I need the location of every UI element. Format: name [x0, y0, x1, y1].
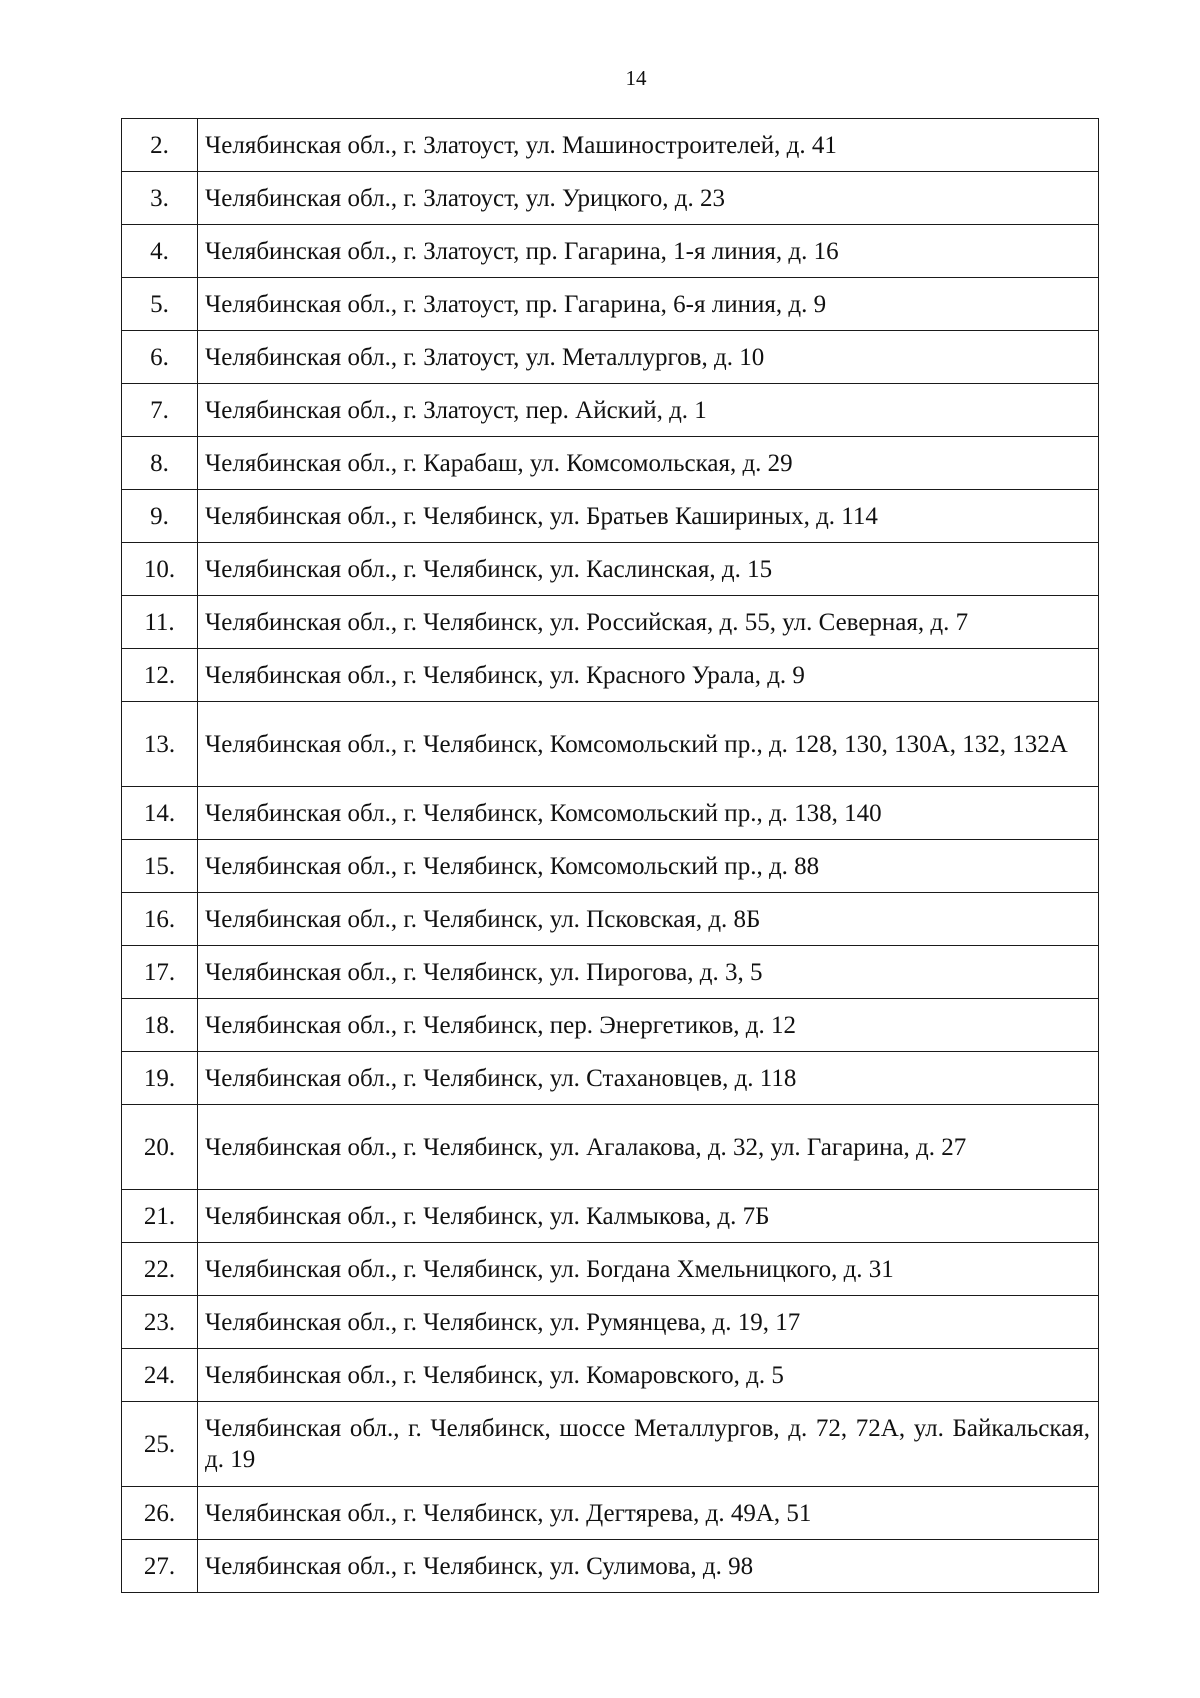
row-number: 23. [122, 1296, 198, 1349]
table-row [122, 1487, 1099, 1540]
row-address: Челябинская обл., г. Челябинск, пер. Энергетиков, д. 12 [198, 999, 1099, 1052]
row-number: 6. [122, 331, 198, 384]
row-number: 8. [122, 437, 198, 490]
row-address: Челябинская обл., г. Челябинск, ул. Румянцева, д. 19, 17 [198, 1296, 1099, 1349]
row-address: Челябинская обл., г. Челябинск, шоссе Металлургов, д. 72, 72А, ул. Байкальская, д. 19 [198, 1402, 1099, 1487]
table-row [122, 999, 1099, 1052]
row-address: Челябинская обл., г. Челябинск, ул. Дегтярева, д. 49А, 51 [198, 1487, 1099, 1540]
row-number: 7. [122, 384, 198, 437]
table-row [122, 225, 1099, 278]
row-address: Челябинская обл., г. Челябинск, ул. Пирогова, д. 3, 5 [198, 946, 1099, 999]
row-number: 15. [122, 840, 198, 893]
table-row [122, 1105, 1099, 1190]
table-row [122, 384, 1099, 437]
row-address: Челябинская обл., г. Челябинск, Комсомольский пр., д. 128, 130, 130А, 132, 132А [198, 702, 1099, 787]
row-number: 20. [122, 1105, 198, 1190]
table-row [122, 1190, 1099, 1243]
row-address: Челябинская обл., г. Златоуст, ул. Машиностроителей, д. 41 [198, 119, 1099, 172]
row-address: Челябинская обл., г. Златоуст, пр. Гагарина, 1-я линия, д. 16 [198, 225, 1099, 278]
row-address: Челябинская обл., г. Челябинск, ул. Сулимова, д. 98 [198, 1540, 1099, 1593]
table-row [122, 702, 1099, 787]
row-address: Челябинская обл., г. Челябинск, ул. Каслинская, д. 15 [198, 543, 1099, 596]
row-number: 4. [122, 225, 198, 278]
table-row [122, 1540, 1099, 1593]
page-number: 14 [625, 66, 647, 90]
row-number: 24. [122, 1349, 198, 1402]
row-address: Челябинская обл., г. Челябинск, ул. Калмыкова, д. 7Б [198, 1190, 1099, 1243]
table-row [122, 946, 1099, 999]
table-row [122, 172, 1099, 225]
table-row [122, 840, 1099, 893]
row-address: Челябинская обл., г. Челябинск, ул. Российская, д. 55, ул. Северная, д. 7 [198, 596, 1099, 649]
table-row [122, 331, 1099, 384]
table-row [122, 787, 1099, 840]
table-row [122, 1243, 1099, 1296]
row-address: Челябинская обл., г. Челябинск, ул. Богдана Хмельницкого, д. 31 [198, 1243, 1099, 1296]
row-address: Челябинская обл., г. Челябинск, ул. Братьев Кашириных, д. 114 [198, 490, 1099, 543]
address-table [121, 118, 1099, 1593]
row-address: Челябинская обл., г. Челябинск, ул. Комаровского, д. 5 [198, 1349, 1099, 1402]
row-number: 9. [122, 490, 198, 543]
row-number: 5. [122, 278, 198, 331]
table-row [122, 649, 1099, 702]
row-number: 19. [122, 1052, 198, 1105]
table-row [122, 596, 1099, 649]
table-row [122, 1349, 1099, 1402]
table-row [122, 1296, 1099, 1349]
row-number: 22. [122, 1243, 198, 1296]
row-number: 25. [122, 1402, 198, 1487]
table-row [122, 543, 1099, 596]
row-number: 12. [122, 649, 198, 702]
row-number: 16. [122, 893, 198, 946]
row-number: 3. [122, 172, 198, 225]
row-address: Челябинская обл., г. Челябинск, ул. Агалакова, д. 32, ул. Гагарина, д. 27 [198, 1105, 1099, 1190]
row-number: 13. [122, 702, 198, 787]
row-number: 21. [122, 1190, 198, 1243]
row-number: 27. [122, 1540, 198, 1593]
row-address: Челябинская обл., г. Челябинск, ул. Стахановцев, д. 118 [198, 1052, 1099, 1105]
row-address: Челябинская обл., г. Златоуст, ул. Металлургов, д. 10 [198, 331, 1099, 384]
row-address: Челябинская обл., г. Челябинск, ул. Красного Урала, д. 9 [198, 649, 1099, 702]
table-row [122, 490, 1099, 543]
row-address: Челябинская обл., г. Златоуст, пер. Айский, д. 1 [198, 384, 1099, 437]
row-number: 14. [122, 787, 198, 840]
row-address: Челябинская обл., г. Челябинск, Комсомольский пр., д. 138, 140 [198, 787, 1099, 840]
table-row [122, 119, 1099, 172]
row-address: Челябинская обл., г. Челябинск, Комсомольский пр., д. 88 [198, 840, 1099, 893]
row-address: Челябинская обл., г. Карабаш, ул. Комсомольская, д. 29 [198, 437, 1099, 490]
table-row [122, 437, 1099, 490]
row-number: 2. [122, 119, 198, 172]
table-row [122, 278, 1099, 331]
table-row [122, 1052, 1099, 1105]
row-address: Челябинская обл., г. Челябинск, ул. Псковская, д. 8Б [198, 893, 1099, 946]
row-address: Челябинская обл., г. Златоуст, ул. Урицкого, д. 23 [198, 172, 1099, 225]
table-row [122, 893, 1099, 946]
row-number: 10. [122, 543, 198, 596]
row-number: 11. [122, 596, 198, 649]
row-number: 26. [122, 1487, 198, 1540]
row-number: 17. [122, 946, 198, 999]
row-address: Челябинская обл., г. Златоуст, пр. Гагарина, 6-я линия, д. 9 [198, 278, 1099, 331]
row-number: 18. [122, 999, 198, 1052]
table-row [122, 1402, 1099, 1487]
